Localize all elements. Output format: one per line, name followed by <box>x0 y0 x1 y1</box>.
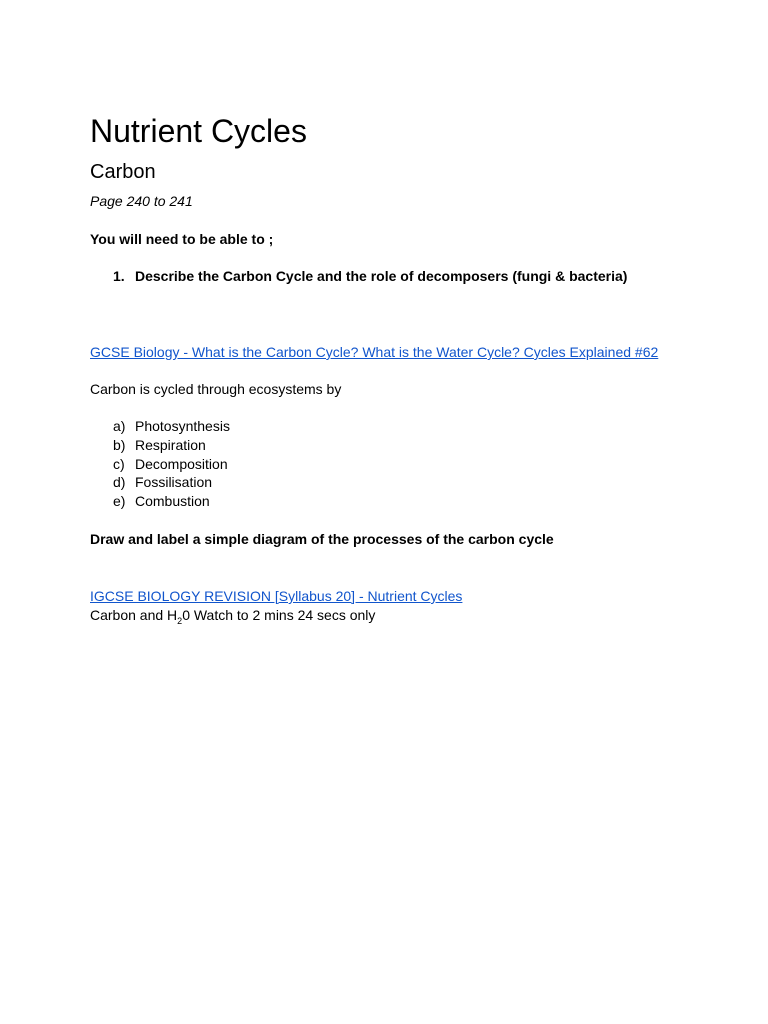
list-text: Decomposition <box>135 455 228 472</box>
page-title: Nutrient Cycles <box>90 113 307 149</box>
intro-text: You will need to be able to ; <box>90 231 274 247</box>
list-text: Fossilisation <box>135 474 213 491</box>
task-text: Draw and label a simple diagram of the processes of the carbon cycle <box>90 531 554 547</box>
section-heading: Carbon <box>90 161 156 183</box>
list-item <box>113 473 230 492</box>
list-text: Photosynthesis <box>135 418 230 434</box>
watch-note-subscript: 2 <box>177 615 183 626</box>
page-reference: Page 240 to 241 <box>90 193 193 209</box>
list-marker: e) <box>113 493 126 510</box>
watch-note <box>90 606 375 624</box>
watch-note-after: 0 Watch to 2 mins 24 secs only <box>182 607 376 623</box>
watch-note-before: Carbon and H <box>90 607 178 623</box>
list-text: Respiration <box>135 436 206 453</box>
list-marker: a) <box>113 418 126 434</box>
list-marker: b) <box>113 436 126 453</box>
cycled-intro-text: Carbon is cycled through ecosystems by <box>90 381 342 397</box>
list-item <box>113 455 230 474</box>
objective-number: 1. <box>113 268 125 284</box>
list-item <box>113 492 230 511</box>
list-item <box>113 417 230 436</box>
objective-text: Describe the Carbon Cycle and the role of decomposers (fungi & bacteria) <box>135 268 628 284</box>
list-marker: c) <box>113 455 125 472</box>
process-list <box>113 417 230 511</box>
carbon-cycle-video-link[interactable]: GCSE Biology - What is the Carbon Cycle? What is the Water Cycle? Cycles Explained #62 <box>90 344 659 360</box>
objective-item <box>113 267 627 285</box>
list-item <box>113 436 230 455</box>
list-marker: d) <box>113 474 126 491</box>
igcse-revision-video-link[interactable]: IGCSE BIOLOGY REVISION [Syllabus 20] - Nutrient Cycles <box>90 588 463 604</box>
list-text: Combustion <box>135 493 210 510</box>
